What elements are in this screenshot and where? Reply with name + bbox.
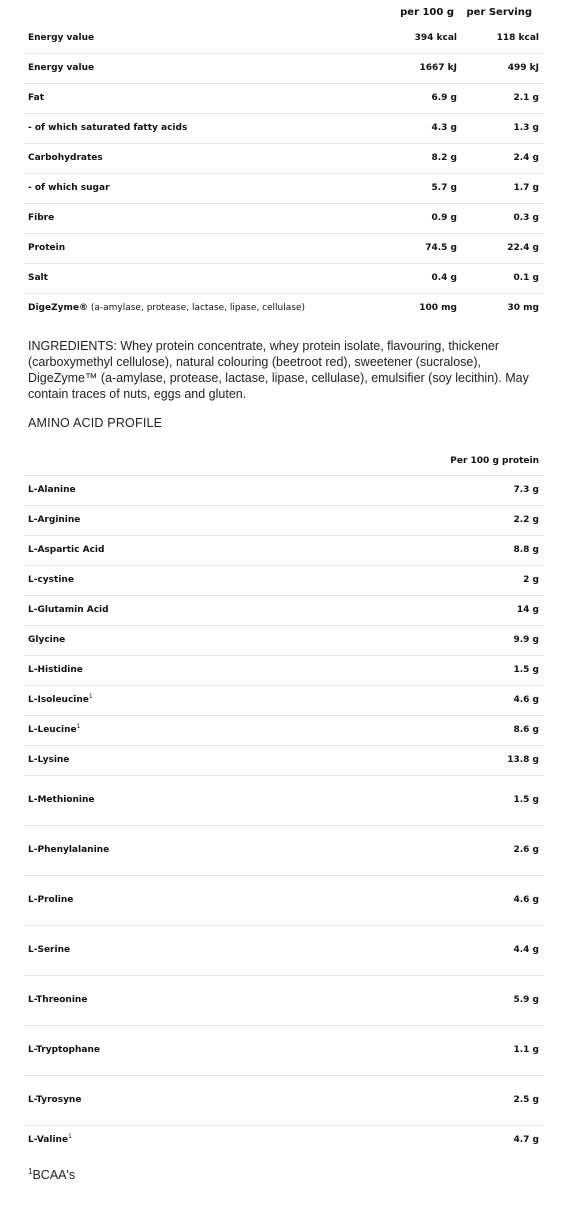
nutrient-name: Salt <box>28 273 48 283</box>
amino-acid-name: L-Methionine <box>28 795 95 805</box>
nutrient-label <box>28 273 48 283</box>
nutrient-label <box>28 63 94 73</box>
bcaa-marker: 1 <box>68 1133 72 1140</box>
amino-row <box>24 626 544 656</box>
amino-acid-value: 8.8 g <box>513 545 539 555</box>
amino-acid-label <box>28 695 93 705</box>
amino-acid-value: 1.1 g <box>513 1045 539 1055</box>
amino-acid-value: 4.6 g <box>513 695 539 705</box>
value-per-serving: 30 mg <box>507 303 539 313</box>
amino-acid-name: L-Proline <box>28 895 74 905</box>
column-per-100g: per 100 g <box>400 7 454 18</box>
amino-acid-name: L-Lysine <box>28 755 70 765</box>
nutrition-row <box>24 144 544 174</box>
amino-acid-name: L-Aspartic Acid <box>28 545 105 555</box>
amino-acid-label <box>28 755 69 765</box>
nutrient-label <box>28 303 305 313</box>
footnote-text: BCAA's <box>32 1168 76 1182</box>
value-per-100g: 4.3 g <box>431 123 457 133</box>
amino-acid-value: 2.6 g <box>513 845 539 855</box>
amino-acid-label <box>28 485 76 495</box>
nutrient-name: - of which saturated fatty acids <box>28 123 188 133</box>
amino-acid-value: 8.6 g <box>513 725 539 735</box>
amino-acid-name: L-Valine <box>28 1135 69 1145</box>
amino-row <box>24 1126 544 1166</box>
amino-acid-name: L-Alanine <box>28 485 76 495</box>
amino-acid-value: 2.5 g <box>513 1095 539 1105</box>
value-per-100g: 1667 kJ <box>419 63 457 73</box>
amino-acid-label <box>28 1095 81 1105</box>
amino-acid-label <box>28 725 80 735</box>
amino-acid-name: L-Glutamin Acid <box>28 605 109 615</box>
value-per-serving: 1.7 g <box>513 183 539 193</box>
value-per-100g: 100 mg <box>419 303 457 313</box>
amino-row <box>24 686 544 716</box>
amino-acid-label <box>28 795 95 805</box>
nutrition-rows <box>24 24 544 324</box>
amino-acid-label <box>28 1135 72 1145</box>
nutrient-detail: (a-amylase, protease, lactase, lipase, cellulase) <box>87 303 306 313</box>
amino-acid-label <box>28 515 80 525</box>
amino-acid-name: L-Serine <box>28 945 71 955</box>
value-per-100g: 394 kcal <box>414 33 457 43</box>
value-per-serving: 118 kcal <box>496 33 539 43</box>
nutrient-name: Energy value <box>28 63 95 73</box>
amino-row <box>24 536 544 566</box>
value-per-serving: 499 kJ <box>507 63 539 73</box>
nutrition-row <box>24 204 544 234</box>
amino-row <box>24 1076 544 1126</box>
value-per-serving: 0.3 g <box>513 213 539 223</box>
bcaa-marker: 1 <box>76 723 81 730</box>
amino-acid-label <box>28 1045 100 1055</box>
amino-acid-value: 4.7 g <box>513 1135 539 1145</box>
nutrition-row <box>24 264 544 294</box>
amino-row <box>24 876 544 926</box>
nutrition-row <box>24 114 544 144</box>
value-per-serving: 2.4 g <box>513 153 539 163</box>
nutrition-row <box>24 294 544 324</box>
amino-acid-value: 2.2 g <box>513 515 539 525</box>
nutrition-row <box>24 174 544 204</box>
nutrient-name: Fat <box>28 93 44 103</box>
bcaa-marker: 1 <box>88 693 93 700</box>
column-per-serving: per Serving <box>466 7 532 18</box>
nutrient-name: Energy value <box>28 33 95 43</box>
amino-acid-name: L-Histidine <box>28 665 83 675</box>
value-per-100g: 0.4 g <box>431 273 457 283</box>
value-per-100g: 74.5 g <box>425 243 457 253</box>
nutrient-label <box>28 123 187 133</box>
footnote <box>28 1168 75 1182</box>
nutrient-label <box>28 183 110 193</box>
column-per-100g-protein: Per 100 g protein <box>450 456 539 466</box>
amino-row <box>24 746 544 776</box>
nutrition-row <box>24 24 544 54</box>
amino-row <box>24 476 544 506</box>
ingredients-text: INGREDIENTS: Whey protein concentrate, whey protein isolate, flavouring, thickener (carboxymethyl cellulose), natural colouring (beetroot red), sweetener (sucralose), DigeZyme™ (a-amylase, protease, lactase, lipase, cellulase), emulsifier (soy lecithin). May contain traces of nuts, eggs and gluten. <box>28 339 529 401</box>
amino-acid-value: 7.3 g <box>513 485 539 495</box>
amino-acid-value: 2 g <box>523 575 539 585</box>
amino-acid-name: L-Tyrosyne <box>28 1095 82 1105</box>
amino-acid-value: 14 g <box>516 605 539 615</box>
nutrient-name: Carbohydrates <box>28 153 103 163</box>
amino-acid-value: 1.5 g <box>513 795 539 805</box>
value-per-serving: 1.3 g <box>513 123 539 133</box>
amino-acid-name: L-Phenylalanine <box>28 845 110 855</box>
amino-acid-label <box>28 635 65 645</box>
amino-acid-label <box>28 605 109 615</box>
amino-acid-name: L-Leucine <box>28 725 77 735</box>
amino-row <box>24 596 544 626</box>
amino-row <box>24 776 544 826</box>
nutrition-row <box>24 234 544 264</box>
nutrient-label <box>28 213 54 223</box>
amino-acid-label <box>28 945 70 955</box>
value-per-100g: 5.7 g <box>431 183 457 193</box>
amino-acid-name: L-Arginine <box>28 515 81 525</box>
amino-header <box>24 446 544 476</box>
nutrient-label <box>28 33 94 43</box>
nutrient-label <box>28 153 103 163</box>
amino-acid-name: L-Threonine <box>28 995 88 1005</box>
amino-row <box>24 976 544 1026</box>
amino-rows <box>24 476 544 1166</box>
amino-acid-value: 1.5 g <box>513 665 539 675</box>
amino-acid-value: 5.9 g <box>513 995 539 1005</box>
amino-row <box>24 1026 544 1076</box>
amino-row <box>24 656 544 686</box>
amino-acid-value: 4.6 g <box>513 895 539 905</box>
amino-row <box>24 506 544 536</box>
nutrient-name: DigeZyme® <box>28 303 88 313</box>
nutrient-name: - of which sugar <box>28 183 110 193</box>
footnote-marker: 1 <box>28 1166 33 1176</box>
amino-acid-heading: AMINO ACID PROFILE <box>28 416 163 430</box>
amino-acid-label <box>28 895 73 905</box>
nutrient-label <box>28 93 44 103</box>
nutrient-label <box>28 243 65 253</box>
amino-acid-table <box>24 446 544 1166</box>
amino-acid-value: 4.4 g <box>513 945 539 955</box>
value-per-100g: 6.9 g <box>431 93 457 103</box>
amino-acid-label <box>28 575 74 585</box>
amino-row <box>24 926 544 976</box>
amino-acid-label <box>28 665 83 675</box>
amino-acid-name: L-Tryptophane <box>28 1045 100 1055</box>
value-per-serving: 2.1 g <box>513 93 539 103</box>
amino-acid-value: 9.9 g <box>513 635 539 645</box>
nutrient-name: Fibre <box>28 213 55 223</box>
amino-acid-label <box>28 545 104 555</box>
amino-row <box>24 826 544 876</box>
amino-acid-value: 13.8 g <box>507 755 539 765</box>
nutrition-row <box>24 84 544 114</box>
amino-acid-name: L-Isoleucine <box>28 695 89 705</box>
nutrient-name: Protein <box>28 243 66 253</box>
value-per-100g: 0.9 g <box>431 213 457 223</box>
amino-row <box>24 566 544 596</box>
nutrition-table <box>24 0 544 324</box>
amino-acid-label <box>28 845 109 855</box>
amino-acid-name: L-cystine <box>28 575 74 585</box>
nutrition-row <box>24 54 544 84</box>
value-per-serving: 0.1 g <box>513 273 539 283</box>
amino-acid-name: Glycine <box>28 635 66 645</box>
nutrition-header <box>24 0 544 24</box>
amino-acid-label <box>28 995 87 1005</box>
amino-row <box>24 716 544 746</box>
value-per-serving: 22.4 g <box>507 243 539 253</box>
value-per-100g: 8.2 g <box>431 153 457 163</box>
